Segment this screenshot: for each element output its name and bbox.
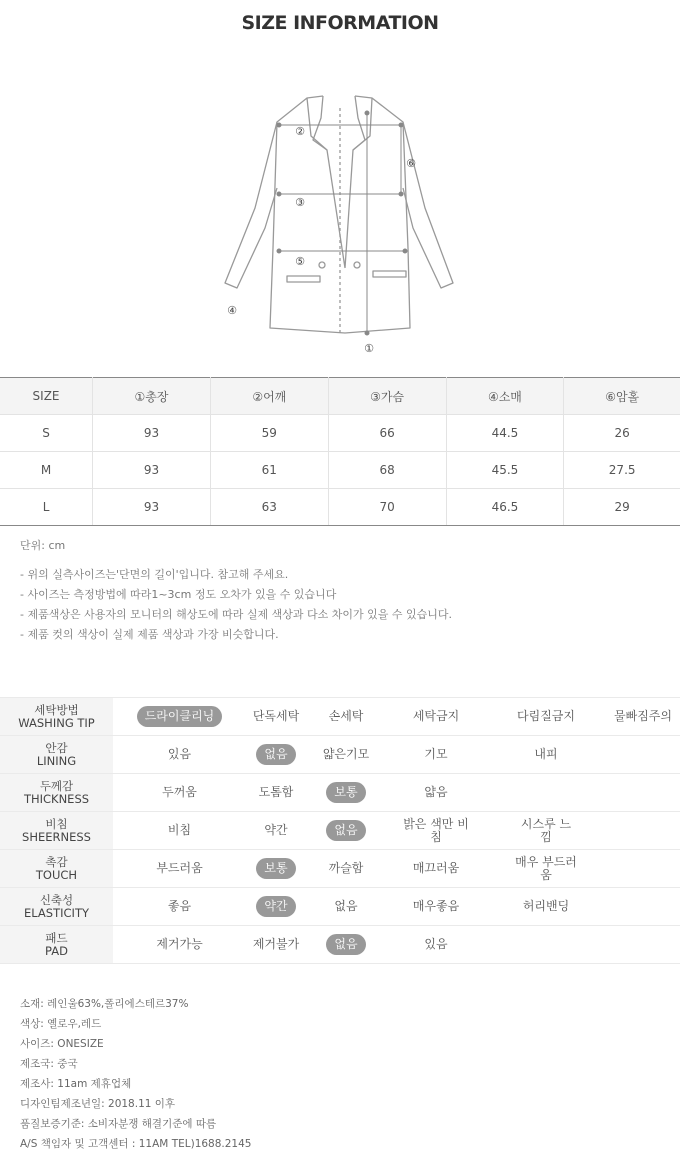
care-option-cell [486, 698, 606, 736]
care-option-selected: 드라이클리닝 [137, 706, 223, 727]
care-label-ko: 신축성 [39, 892, 74, 907]
table-cell: 59 [210, 415, 328, 452]
care-option-cell [386, 888, 486, 926]
care-option-cell [113, 736, 246, 774]
info-line: A/S 책임자 및 고객센터 : 11AM TEL)1688.2145 [20, 1138, 252, 1150]
care-option-cell [113, 774, 246, 812]
table-cell: 63 [210, 489, 328, 526]
left-sleeve [225, 122, 277, 288]
table-cell: 93 [93, 452, 211, 489]
care-option-cell [606, 736, 680, 774]
info-line: 소재: 레인울63%,폴리에스테르37% [20, 998, 189, 1010]
care-option: 단독세탁 [252, 709, 300, 723]
note-item: - 제품 컷의 색상이 실제 제품 색상과 가장 비슷합니다. [20, 628, 279, 641]
table-cell: 68 [328, 452, 446, 489]
care-option-cell [386, 774, 486, 812]
care-row [0, 774, 680, 812]
care-option: 약간 [264, 823, 288, 837]
care-option: 시스루 느 낌 [520, 816, 572, 844]
product-info [20, 994, 251, 1154]
care-row [0, 888, 680, 926]
care-option: 좋음 [167, 899, 192, 913]
care-option-cell [306, 698, 386, 736]
header-cell: ④소매 [446, 378, 564, 415]
header-cell: ③가슴 [328, 378, 446, 415]
care-label-en: WASHING TIP [18, 715, 95, 730]
care-option-cell [113, 812, 246, 850]
table-cell: L [0, 489, 93, 526]
care-row-label [0, 774, 113, 812]
care-option-selected: 없음 [326, 820, 365, 841]
care-option-selected: 보통 [256, 858, 295, 879]
table-cell: 27.5 [564, 452, 680, 489]
care-option-cell [606, 926, 680, 964]
button [354, 262, 360, 268]
care-row [0, 736, 680, 774]
care-row [0, 698, 680, 736]
care-option-cell [306, 926, 386, 964]
care-option: 있음 [424, 937, 448, 951]
care-option-cell [606, 698, 680, 736]
care-option: 제거불가 [252, 937, 300, 951]
care-option: 다림질금지 [517, 709, 575, 723]
care-option: 비침 [167, 823, 192, 837]
care-label-en: TOUCH [35, 867, 78, 882]
care-option-cell [306, 736, 386, 774]
care-option-cell [606, 888, 680, 926]
care-option-cell [113, 850, 246, 888]
marker-5: ⑤ [295, 255, 305, 268]
table-cell: M [0, 452, 93, 489]
care-label-ko: 두께감 [39, 778, 74, 793]
care-option-cell [486, 736, 606, 774]
care-option-cell [386, 812, 486, 850]
care-option: 까슬함 [328, 861, 364, 875]
care-option-cell [386, 698, 486, 736]
right-sleeve [403, 122, 453, 288]
care-option-cell [386, 926, 486, 964]
size-notes [20, 565, 452, 645]
info-line: 디자인팀제조년일: 2018.11 이후 [20, 1098, 176, 1110]
care-option-cell [113, 888, 246, 926]
care-option: 부드러움 [156, 861, 203, 875]
care-option: 매우 부드러 움 [515, 854, 577, 882]
marker-6: ⑥ [406, 157, 416, 170]
info-line: 제조국: 중국 [20, 1058, 78, 1070]
care-option-selected: 없음 [256, 744, 295, 765]
info-line: 제조사: 11am 제휴업체 [20, 1078, 132, 1090]
care-row-label [0, 698, 113, 736]
unit-label: 단위: cm [20, 539, 66, 552]
care-option: 제거가능 [156, 937, 203, 951]
care-row [0, 850, 680, 888]
table-cell: 93 [93, 415, 211, 452]
care-option: 없음 [334, 899, 358, 913]
care-label-en: THICKNESS [23, 791, 90, 806]
care-label-ko: 촉감 [45, 854, 68, 869]
care-option-cell [486, 888, 606, 926]
header-cell: ②어깨 [210, 378, 328, 415]
care-option-cell [246, 926, 306, 964]
care-option-cell [246, 812, 306, 850]
care-option-cell [486, 774, 606, 812]
care-row-label [0, 850, 113, 888]
table-row [0, 415, 680, 452]
right-pocket [373, 271, 406, 277]
care-table [0, 697, 680, 964]
care-option: 세탁금지 [412, 709, 460, 723]
care-label-en: PAD [45, 943, 68, 958]
care-option: 손세탁 [328, 709, 364, 723]
care-row-label [0, 736, 113, 774]
care-option-cell [113, 698, 246, 736]
table-cell: 70 [328, 489, 446, 526]
care-option-cell [386, 736, 486, 774]
header-cell: ①총장 [93, 378, 211, 415]
note-item: - 위의 실측사이즈는'단면의 길이'입니다. 참고해 주세요. [20, 568, 289, 581]
care-label-en: SHEERNESS [22, 829, 91, 844]
header-cell: SIZE [0, 378, 93, 415]
care-option: 밝은 색만 비 침 [403, 816, 469, 844]
care-option-cell [246, 774, 306, 812]
table-cell: 29 [564, 489, 680, 526]
info-line: 품질보증기준: 소비자분쟁 해결기준에 따름 [20, 1118, 217, 1130]
care-row-label [0, 812, 113, 850]
care-label-ko: 안감 [45, 740, 68, 755]
care-row [0, 926, 680, 964]
care-option: 매끄러움 [412, 861, 460, 875]
page-title: SIZE INFORMATION [241, 12, 439, 34]
care-option: 두꺼움 [162, 785, 197, 799]
care-option: 있음 [167, 747, 192, 761]
table-row [0, 452, 680, 489]
care-row-label [0, 926, 113, 964]
marker-3: ③ [295, 196, 305, 209]
care-option-cell [486, 926, 606, 964]
jacket-collar [313, 96, 365, 268]
header-cell: ⑥암홀 [564, 378, 680, 415]
care-option-cell [306, 888, 386, 926]
care-option: 매우좋음 [412, 899, 460, 913]
care-option: 허리밴딩 [522, 899, 570, 913]
marker-1: ① [364, 342, 374, 355]
table-cell: 93 [93, 489, 211, 526]
care-row-label [0, 888, 113, 926]
care-option-cell [306, 774, 386, 812]
care-option-cell [386, 850, 486, 888]
care-label-ko: 비침 [45, 816, 68, 831]
care-option: 도톰함 [258, 785, 294, 799]
table-row [0, 489, 680, 526]
marker-4: ④ [227, 304, 237, 317]
care-option-cell [246, 850, 306, 888]
care-option-cell [606, 774, 680, 812]
note-item: - 사이즈는 측정방법에 따라1~3cm 정도 오차가 있을 수 있습니다 [20, 588, 337, 601]
care-label-en: ELASTICITY [24, 905, 89, 920]
care-label-ko: 세탁방법 [34, 702, 79, 717]
care-option-cell [306, 812, 386, 850]
care-row [0, 812, 680, 850]
care-option-cell [606, 850, 680, 888]
care-option-cell [306, 850, 386, 888]
care-label-en: LINING [36, 753, 77, 768]
table-header-row [0, 378, 680, 415]
care-option-cell [113, 926, 246, 964]
care-option-cell [246, 698, 306, 736]
table-cell: 45.5 [446, 452, 564, 489]
table-cell: 46.5 [446, 489, 564, 526]
table-cell: 26 [564, 415, 680, 452]
care-option: 물빠짐주의 [614, 709, 672, 723]
care-option-cell [486, 812, 606, 850]
button [319, 262, 325, 268]
care-option-cell [486, 850, 606, 888]
jacket-outline [270, 96, 410, 333]
marker-2: ② [295, 125, 305, 138]
care-option: 얇은기모 [322, 747, 370, 761]
note-item: - 제품색상은 사용자의 모니터의 해상도에 따라 실제 색상과 다소 차이가 있을 수 있습니다. [20, 608, 452, 621]
care-option-selected: 없음 [326, 934, 365, 955]
care-option-cell [246, 888, 306, 926]
info-line: 사이즈: ONESIZE [20, 1038, 104, 1050]
care-option: 기모 [424, 747, 448, 761]
care-option-cell [246, 736, 306, 774]
care-option-selected: 보통 [326, 782, 365, 803]
care-option-selected: 약간 [256, 896, 295, 917]
care-option-cell [606, 812, 680, 850]
care-option: 얇음 [424, 785, 448, 799]
table-cell: 61 [210, 452, 328, 489]
jacket-diagram [215, 88, 465, 358]
info-line: 색상: 옐로우,레드 [20, 1018, 102, 1030]
left-pocket [287, 276, 320, 282]
care-option: 내피 [534, 747, 558, 761]
care-label-ko: 패드 [45, 930, 68, 945]
table-cell: 66 [328, 415, 446, 452]
table-cell: 44.5 [446, 415, 564, 452]
table-cell: S [0, 415, 93, 452]
size-table [0, 377, 680, 526]
